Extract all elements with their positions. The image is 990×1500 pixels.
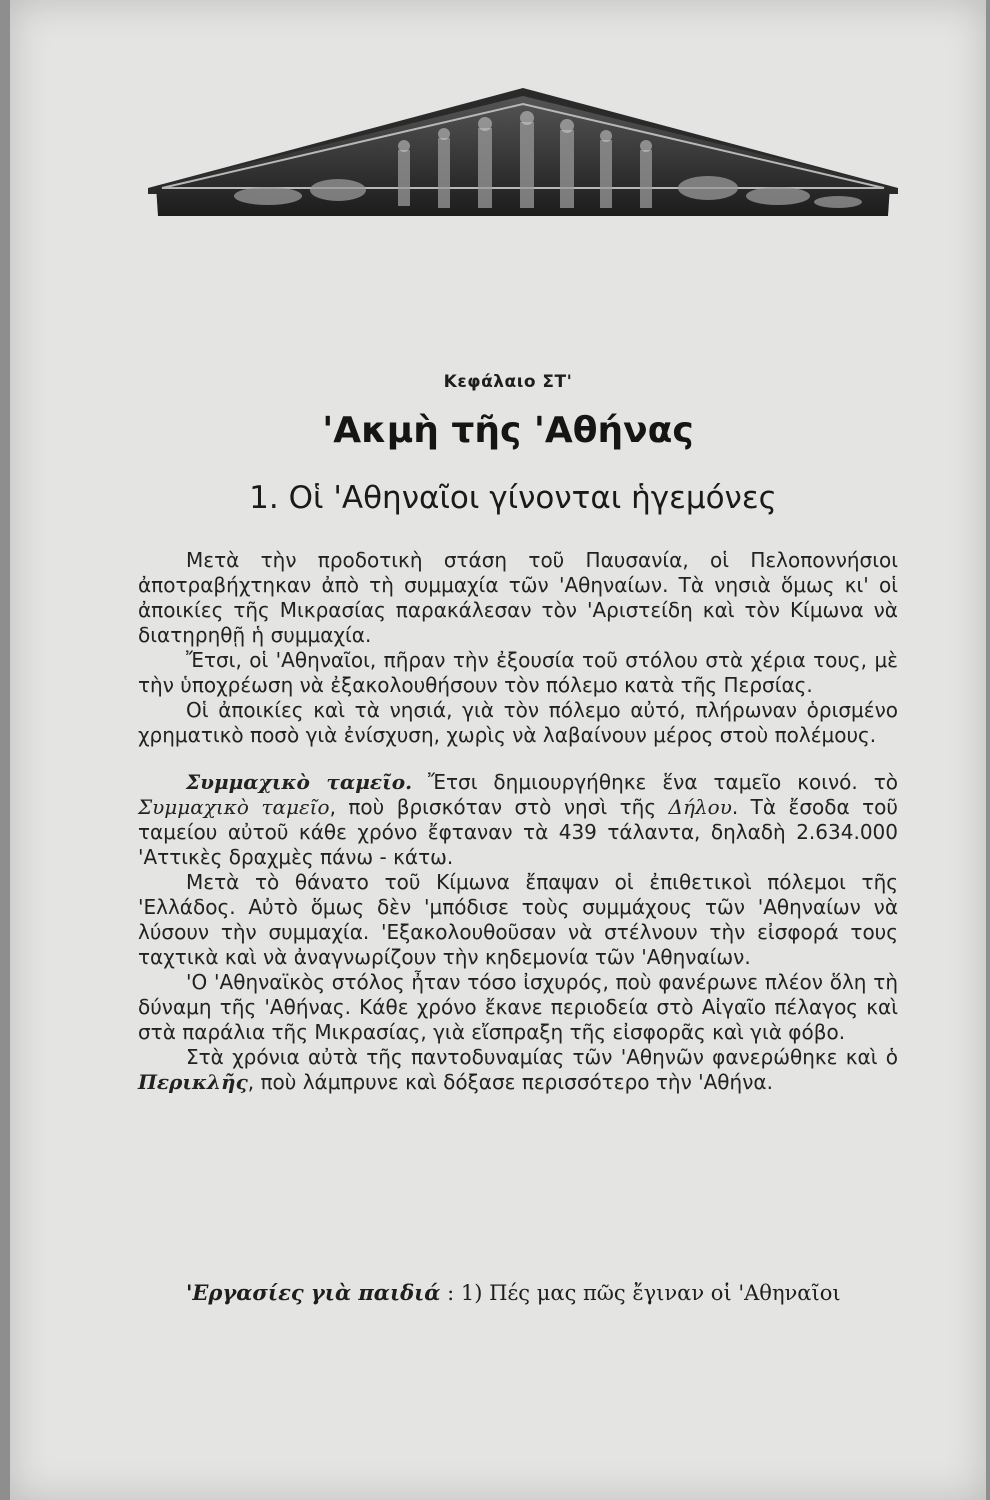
paragraph-1: Μετὰ τὴν προδοτικὴ στάση τοῦ Παυσανία, οἱ Πελοποννήσιοι ἀποτραβήχτηκαν ἀπὸ τὴ συμμαχία τῶν 'Αθηναίων. Τὰ νησιὰ ὅμως κι' οἱ ἀποικίες τῆς Μικρασίας παρακάλεσαν τὸν 'Αριστείδη καὶ τὸν Κίμωνα νὰ διατηρηθῇ ἡ συμμαχία. bbox=[138, 548, 898, 647]
paragraph-7-text-b: , ποὺ λάμπρυνε καὶ δόξασε περισσότερο τὴν 'Αθήνα. bbox=[247, 1070, 773, 1094]
paragraph-2: Ἔτσι, οἱ 'Αθηναῖοι, πῆραν τὴν ἐξουσία τοῦ στόλου στὰ χέρια τους, μὲ τὴν ὑποχρέωση νὰ ἐξακολουθήσουν τὸν πόλεμο κατὰ τῆς Περσίας. bbox=[138, 648, 898, 697]
paragraph-7-text-a: Στὰ χρόνια αὐτὰ τῆς παντοδυναμίας τῶν 'Αθηνῶν φανερώθηκε καὶ ὁ bbox=[186, 1045, 898, 1069]
term-alliance-treasury: Συμμαχικὸ ταμεῖο. bbox=[186, 770, 413, 794]
paragraph-3: Οἱ ἀποικίες καὶ τὰ νησιά, γιὰ τὸν πόλεμο αὐτό, πλήρωναν ὁρισμένο χρηματικὸ ποσὸ γιὰ ἐνίσχυση, χωρὶς νὰ λαβαίνουν μέρος στοὺ πολέμους. bbox=[138, 698, 898, 747]
paragraph-4-text-a: Ἔτσι δημιουργήθηκε ἕνα ταμεῖο κοινό. τὸ bbox=[412, 770, 898, 794]
paragraph-4-text-c: . Τὰ ἔσοδα τοῦ ταμείου αὐτοῦ κάθε χρόνο ἔφταναν τὰ 439 τάλαντα, δηλαδὴ 2.634.000 'Αττικὲς δραχμὲς πάνω - κάτω. bbox=[138, 795, 898, 869]
paragraph-4 bbox=[138, 770, 898, 870]
paragraph-6: 'Ο 'Αθηναϊκὸς στόλος ἦταν τόσο ἰσχυρός, ποὺ φανέρωνε πλέον ὅλη τὴ δύναμη τῆς 'Αθήνας. Κάθε χρόνο ἔκανε περιοδεία στὸ Αἰγαῖο πέλαγος καὶ στὰ παράλια τῆς Μικρασίας, γιὰ εἴσπραξη τῆς εἰσφορᾶς καὶ γιὰ φόβο. bbox=[138, 970, 898, 1044]
paragraph-7 bbox=[138, 1045, 898, 1095]
exercises-line bbox=[138, 1280, 898, 1305]
paragraph-4-text-b: , ποὺ βρισκόταν στὸ νησὶ τῆς bbox=[329, 795, 669, 819]
body-text bbox=[138, 548, 898, 1095]
chapter-title: 'Ακμὴ τῆς 'Αθήνας bbox=[322, 410, 694, 451]
section-title: 1. Οἱ 'Αθηναῖοι γίνονται ἡγεμόνες bbox=[249, 480, 777, 516]
italic-treasury-ref: Συμμαχικὸ ταμεῖο bbox=[138, 795, 330, 819]
chapter-label: Κεφάλαιο ΣΤ' bbox=[443, 372, 573, 392]
paragraph-5: Μετὰ τὸ θάνατο τοῦ Κίμωνα ἔπαψαν οἱ ἐπιθετικοὶ πόλεμοι τῆς 'Ελλάδος. Αὐτὸ ὅμως δὲν 'μπόδισε τοὺς συμμάχους τῶν 'Αθηναίων νὰ λύσουν τὴν συμμαχία. 'Εξακολουθοῦσαν νὰ στέλνουν τὴν εἰσφορά τους ταχτικὰ καὶ νὰ ἀναγνωρίζουν τὴν κηδεμονία τῶν 'Αθηναίων. bbox=[138, 870, 898, 969]
italic-delos-ref: Δήλου bbox=[668, 795, 732, 819]
book-page bbox=[10, 0, 986, 1500]
exercises-text: : 1) Πές μας πῶς ἔγιναν οἱ 'Αθηναῖοι bbox=[440, 1281, 841, 1305]
exercises-label: 'Εργασίες γιὰ παιδιά bbox=[186, 1280, 441, 1305]
parthenon-pediment-illustration bbox=[148, 84, 898, 224]
name-pericles: Περικλῆς bbox=[138, 1070, 248, 1094]
